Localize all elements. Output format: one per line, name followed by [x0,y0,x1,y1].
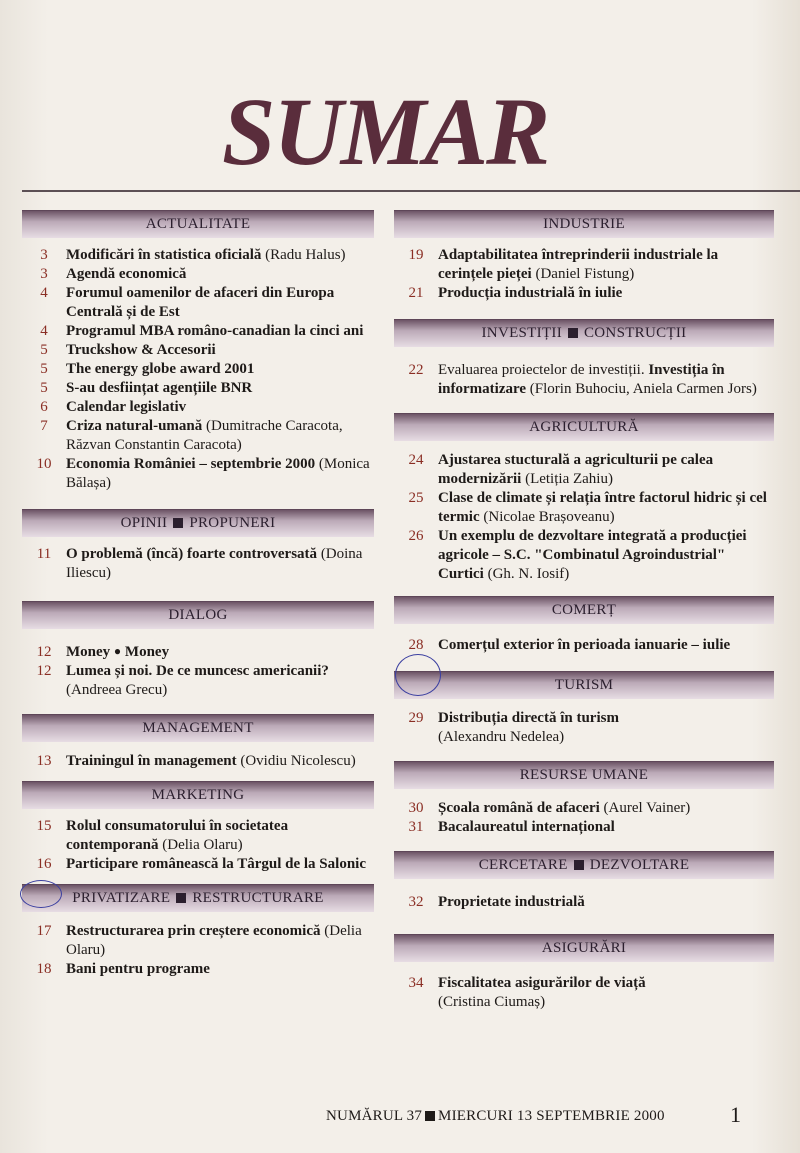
header-part: CONSTRUCȚII [584,325,687,341]
entry-title: Forumul oamenilor de afaceri din Europa Centrală și de Est [66,285,335,320]
section-header: DIALOG [22,601,374,629]
page-number: 4 [40,323,48,339]
page-number: 32 [408,894,424,910]
header-part: CERCETARE [478,857,568,873]
page-number: 25 [408,490,424,506]
section-header [22,509,374,537]
page-number: 24 [408,452,424,468]
section-privatizare-restructurare [22,884,374,979]
page-number: 17 [36,923,52,939]
toc-entry[interactable] [394,361,774,399]
entry-author: (Gh. N. Iosif) [487,566,570,582]
section-industrie [394,210,774,303]
entry-title: Bani pentru programe [66,961,210,977]
entry-title: Distribuția directă în turism [438,710,619,726]
section-header: RESURSE UMANE [394,761,774,789]
toc-entry[interactable] [22,341,374,360]
page-number: 12 [36,644,52,660]
entry-author: (Ovidiu Nicolescu) [240,753,356,769]
entry-title: Un exemplu de dezvoltare integrată a producției agricole – S.C. "Combinatul Agroindustrial" Curtici [438,528,747,582]
page-number: 31 [408,819,424,835]
square-bullet-icon [173,518,183,528]
entry-author: (Delia Olaru) [162,837,243,853]
entry-title: Lumea și noi. De ce muncesc americanii? [66,663,329,679]
entry-title: Investiția în informatizare [438,362,725,397]
entry-title: Agendă economică [66,266,187,282]
toc-entry[interactable] [22,455,374,493]
section-resurse-umane [394,761,774,837]
toc-entry[interactable] [394,893,774,912]
page-number: 12 [36,663,52,679]
page-number: 19 [408,247,424,263]
page-number: 16 [36,856,52,872]
entry-author: (Nicolae Brașoveanu) [483,509,615,525]
entry-author: (Andreea Grecu) [66,682,168,698]
section-header: COMERȚ [394,596,774,624]
section-opinii-propuneri [22,509,374,583]
page-number: 7 [40,418,48,434]
square-bullet-icon [574,860,584,870]
toc-entry[interactable] [22,643,374,662]
toc-entry[interactable] [22,417,374,455]
entry-title: The energy globe award 2001 [66,361,255,377]
entry-title: Money [124,644,170,660]
section-dialog [22,601,374,700]
bullet-icon: ● [113,644,122,658]
section-header: ACTUALITATE [22,210,374,238]
entry-title: Școala română de afaceri [438,800,600,816]
page-number: 10 [36,456,52,472]
entry-title: Bacalaureatul internațional [438,819,615,835]
page-number: 29 [408,710,424,726]
section-asigurari [394,934,774,1012]
section-header: AGRICULTURĂ [394,413,774,441]
toc-entry[interactable] [22,379,374,398]
toc-entry[interactable] [22,922,374,960]
section-header: MANAGEMENT [22,714,374,742]
toc-entry[interactable] [394,527,774,584]
section-cercetare-dezvoltare [394,851,774,912]
entry-author: (Daniel Fistung) [535,266,635,282]
toc-entry[interactable] [394,709,774,747]
section-marketing [22,781,374,874]
entry-author: (Alexandru Nedelea) [438,729,565,745]
entry-title: Producția industrială în iulie [438,285,623,301]
entry-title: Adaptabilitatea întreprinderii industriale la cerințele pieței [438,247,719,282]
handwritten-circle-28 [395,654,441,696]
entry-title: Restructurarea prin creștere economică [66,923,321,939]
entry-author: (Dumitrache Caracota, Răzvan Constantin Caracota) [66,418,343,453]
entry-title: Fiscalitatea asigurărilor de viață [438,975,646,991]
entry-title: Ajustarea stucturală a agriculturii pe calea modernizării [438,452,714,487]
toc-entry[interactable] [22,960,374,979]
toc-entry[interactable] [22,855,374,874]
toc-entry[interactable] [22,284,374,322]
header-part: OPINII [120,515,168,531]
entry-title: Evaluarea proiectelor de investiții. [438,362,645,378]
entry-title: Rolul consumatorului în societatea contemporană [66,818,289,853]
square-bullet-icon [176,893,186,903]
page-number: 11 [36,546,52,562]
header-part: INVESTIȚII [481,325,562,341]
left-column [22,210,374,989]
page-number: 4 [40,285,48,301]
toc-entry[interactable] [394,974,774,1012]
title-rule [22,190,800,192]
toc-entry[interactable] [394,246,774,284]
page-number: 5 [40,342,48,358]
header-part: DEZVOLTARE [589,857,690,873]
page-number: 30 [408,800,424,816]
entry-author: (Aurel Vainer) [603,800,691,816]
page-number: 21 [408,285,424,301]
toc-entry[interactable] [22,322,374,341]
section-actualitate [22,210,374,493]
entry-author: (Florin Buhociu, Aniela Carmen Jors) [529,381,757,397]
toc-entry[interactable] [22,265,374,284]
header-part: RESTRUCTURARE [192,890,324,906]
toc-entry[interactable] [394,799,774,818]
entry-author: (Radu Halus) [265,247,346,263]
section-header [22,884,374,912]
entry-title: Proprietate industrială [438,894,585,910]
entry-title: Comerțul exterior în perioada ianuarie – iulie [438,637,731,653]
section-header: INDUSTRIE [394,210,774,238]
page-number: 22 [408,362,424,378]
page-number: 26 [408,528,424,544]
entry-author: (Monica Bălașa) [66,456,370,491]
entry-title: Truckshow & Accesorii [66,342,216,358]
page-number: 5 [40,361,48,377]
toc-entry[interactable] [22,662,374,700]
toc-entry[interactable] [22,398,374,417]
toc-entry[interactable] [22,752,374,771]
entry-title: Money [66,644,111,660]
entry-title: Programul MBA româno-canadian la cinci ani [66,323,364,339]
entry-title: S-au desființat agențiile BNR [66,380,253,396]
square-bullet-icon [568,328,578,338]
toc-entry[interactable] [394,818,774,837]
right-column [394,210,774,1022]
issue-date: MIERCURI 13 SEPTEMBRIE 2000 [438,1108,665,1124]
entry-author: (Delia Olaru) [66,923,362,958]
section-header [394,851,774,879]
entry-title: Criza natural-umană [66,418,203,434]
section-header [394,319,774,347]
entry-title: Modificări în statistica oficială [66,247,262,263]
entry-title: Trainingul în management [66,753,237,769]
entry-author: (Cristina Ciumaș) [438,994,546,1010]
toc-entry[interactable] [394,489,774,527]
toc-entry[interactable] [394,451,774,489]
entry-author: (Doina Iliescu) [66,546,363,581]
handwritten-circle-15 [20,880,62,908]
issue-footer [326,1108,665,1125]
toc-entry[interactable] [22,817,374,855]
entry-title: O problemă (încă) foarte controversată [66,546,318,562]
square-bullet-icon [425,1111,435,1121]
issue-number: NUMĂRUL 37 [326,1108,423,1124]
page-number: 6 [40,399,48,415]
entry-title: Economia României – septembrie 2000 [66,456,316,472]
page-number-footer: 1 [730,1102,741,1127]
page-number: 28 [408,637,424,653]
toc-entry[interactable] [22,246,374,265]
section-comert [394,596,774,655]
page-number: 18 [36,961,52,977]
header-part: PRIVATIZARE [72,890,171,906]
toc-entry[interactable] [22,360,374,379]
section-header: TURISM [394,671,774,699]
page-title: SUMAR [222,78,549,185]
section-turism [394,671,774,747]
page-number: 15 [36,818,52,834]
entry-title: Calendar legislativ [66,399,187,415]
page-number: 5 [40,380,48,396]
header-part: PROPUNERI [189,515,276,531]
section-header: MARKETING [22,781,374,809]
toc-entry[interactable] [394,284,774,303]
entry-title: Clase de climate și relația între factorul hidric și cel termic [438,490,767,525]
entry-author: (Letiția Zahiu) [525,471,613,487]
section-header: ASIGURĂRI [394,934,774,962]
page-number: 34 [408,975,424,991]
entry-title: Participare românească la Târgul de la Salonic [66,856,366,872]
toc-entry[interactable] [394,636,774,655]
section-agricultura [394,413,774,584]
page-number: 13 [36,753,52,769]
section-management [22,714,374,771]
page-number: 3 [40,266,48,282]
toc-entry[interactable] [22,545,374,583]
section-investitii-constructii [394,319,774,399]
page-number: 3 [40,247,48,263]
